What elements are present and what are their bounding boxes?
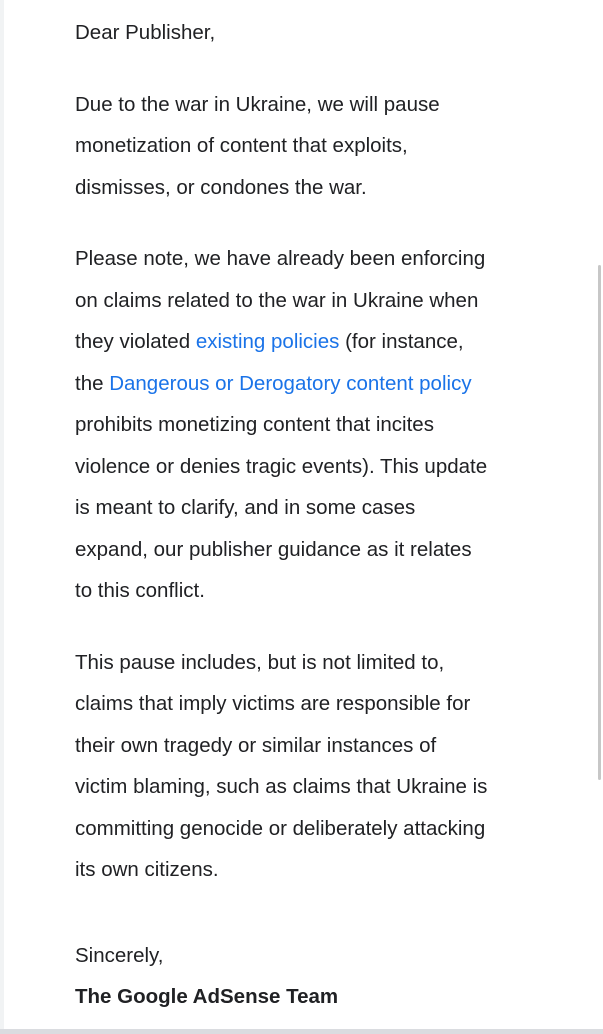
- paragraph-2-line-5: prohibits monetizing content that incites: [75, 413, 434, 436]
- paragraph-3-line-2: claims that imply victims are responsible for: [75, 692, 471, 715]
- email-body: [75, 12, 545, 1018]
- paragraph-2-line-6: violence or denies tragic events). This update: [75, 454, 488, 478]
- paragraph-3: [75, 642, 545, 891]
- paragraph-1: [75, 84, 545, 209]
- signature: The Google AdSense Team: [75, 985, 339, 1008]
- paragraph-2-line-1: Please note, we have already been enforcing: [75, 247, 486, 270]
- paragraph-gap: [75, 208, 545, 238]
- signature-gap: [75, 891, 545, 935]
- paragraph-2-line-2: on claims related to the war in Ukraine when: [75, 288, 479, 312]
- paragraph-3-line-5: committing genocide or deliberately attacking: [75, 816, 486, 840]
- paragraph-2-line-4-prefix: the: [75, 371, 110, 395]
- paragraph-3-line-3: their own tragedy or similar instances of: [75, 733, 437, 757]
- paragraph-2-line-7: is meant to clarify, and in some cases: [75, 496, 416, 519]
- bottom-divider: [0, 1029, 603, 1034]
- paragraph-2-line-4: [75, 363, 545, 405]
- paragraph-3-line-6: its own citizens.: [75, 858, 219, 881]
- paragraph-1-line-3: dismisses, or condones the war.: [75, 175, 367, 199]
- paragraph-gap: [75, 54, 545, 84]
- paragraph-2-line-8: expand, our publisher guidance as it relates: [75, 537, 472, 561]
- paragraph-2-line-3-prefix: they violated: [75, 330, 196, 353]
- paragraph-2-line-3: [75, 321, 545, 363]
- paragraph-1-line-2: monetization of content that exploits,: [75, 134, 408, 157]
- paragraph-1-line-1: Due to the war in Ukraine, we will pause: [75, 92, 440, 116]
- greeting: Dear Publisher,: [75, 21, 216, 44]
- paragraph-3-line-4: victim blaming, such as claims that Ukraine is: [75, 775, 488, 798]
- dangerous-or-derogatory-content-policy-link[interactable]: Dangerous or Derogatory content policy: [109, 371, 472, 395]
- paragraph-3-line-1: This pause includes, but is not limited to,: [75, 650, 445, 674]
- closing: Sincerely,: [75, 943, 164, 967]
- scrollbar-thumb[interactable]: [598, 265, 601, 780]
- paragraph-gap: [75, 612, 545, 642]
- paragraph-2-line-9: to this conflict.: [75, 579, 205, 602]
- paragraph-2: [75, 238, 545, 612]
- paragraph-2-line-3-suffix: (for instance,: [339, 330, 464, 353]
- existing-policies-link[interactable]: existing policies: [195, 330, 340, 353]
- left-edge: [0, 0, 4, 1034]
- scrollbar-track[interactable]: [595, 0, 603, 1034]
